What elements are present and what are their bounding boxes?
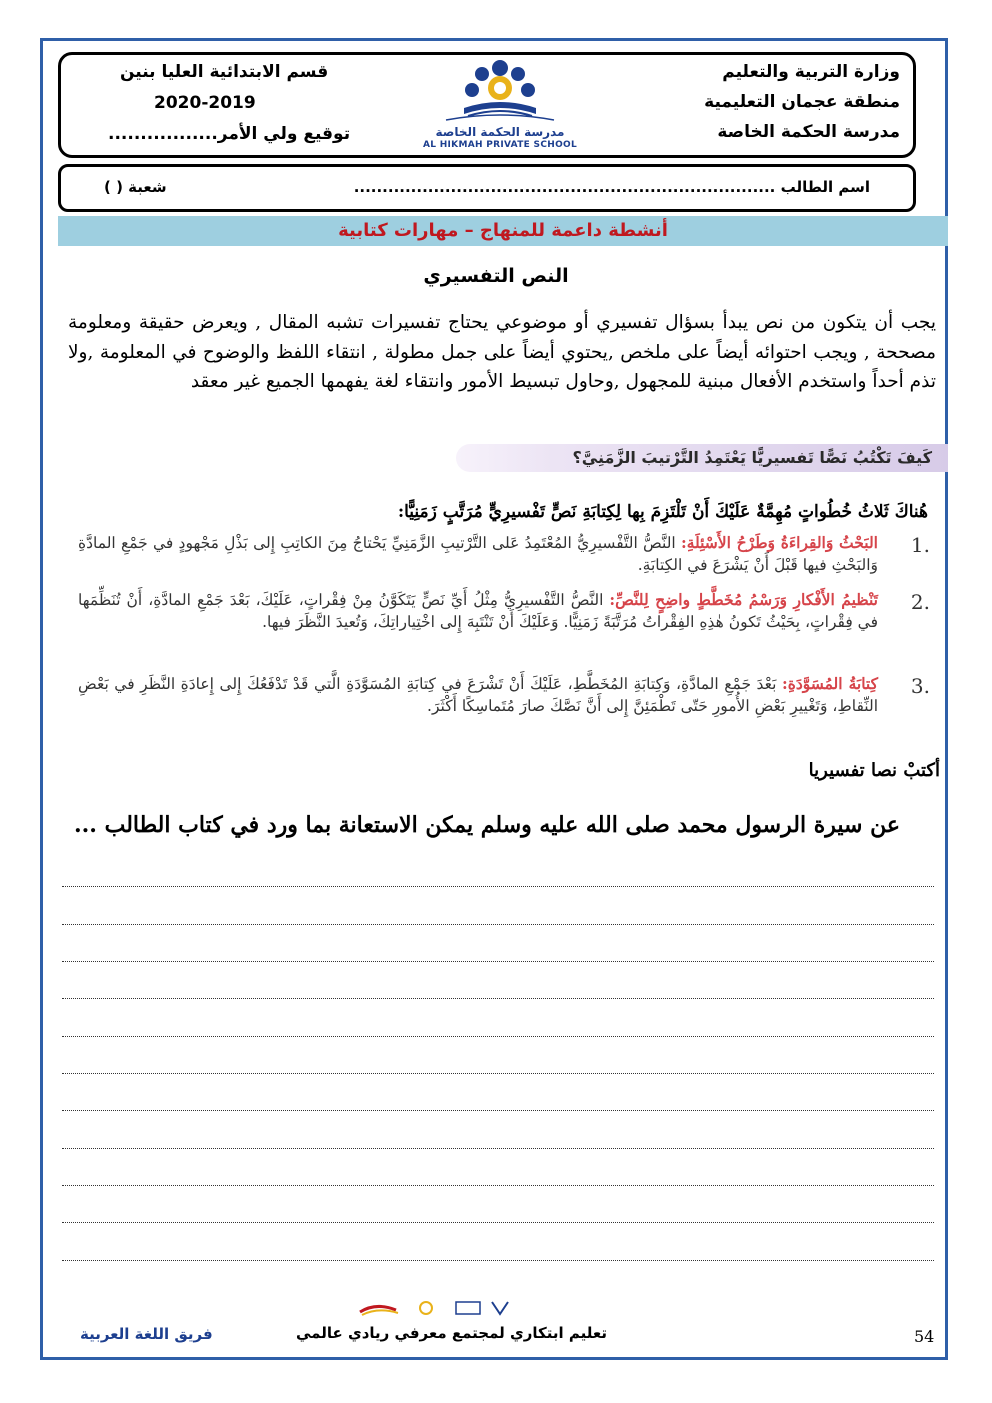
step-title: كِتابَةُ المُسَوَّدَةِ: bbox=[782, 674, 878, 693]
step-text: النَّصُّ التَّفْسيرِيُّ مِثْلُ أَيِّ نَصٍّ يَتَكَوَّنُ مِنْ فِقْراتٍ، عَلَيْكَ، بَعْدَ جَمْعِ المادَّةِ، أَنْ تُنَظِّمَها في فِقْراتٍ، بِحَيْثُ تَكونُ هٰذِهِ الفِقْراتُ مُرَتَّبَةً زَمَنِيًّا. وَعَلَيْكَ أَنْ تَنْتَبِهَ إِلى اخْتِياراتِكَ، وَتُعيدَ النَّظَرَ فيها. bbox=[78, 591, 878, 631]
logo-english-text: AL HIKMAH PRIVATE SCHOOL bbox=[422, 140, 578, 150]
task-topic: عن سيرة الرسول محمد صلى الله عليه وسلم يمكن الاستعانة بما ورد في كتاب الطالب ... bbox=[73, 812, 900, 838]
step-number: 2. bbox=[910, 590, 930, 614]
step-number: 1. bbox=[910, 533, 930, 557]
school-name: مدرسة الحكمة الخاصة bbox=[717, 122, 900, 142]
ministry-name: وزارة التربية والتعليم bbox=[722, 62, 900, 82]
partner-logos-icon bbox=[356, 1298, 526, 1318]
student-name-field[interactable]: اسم الطالب .......................................................................... bbox=[353, 178, 870, 196]
writing-line[interactable] bbox=[62, 961, 934, 962]
step-title: تَنْظيمُ الأَفْكارِ وَرَسْمُ مُخَطَّطٍ واضِحٍ لِلنَّصِّ: bbox=[609, 590, 878, 609]
writing-line[interactable] bbox=[62, 1110, 934, 1111]
logo-arabic-text: مدرسة الحكمة الخاصة bbox=[435, 125, 565, 139]
writing-line[interactable] bbox=[62, 1148, 934, 1149]
page-title: النص التفسيري bbox=[423, 265, 569, 287]
writing-line[interactable] bbox=[62, 1073, 934, 1074]
school-logo bbox=[416, 56, 584, 154]
step-2 bbox=[78, 589, 878, 633]
steps-intro: هُناكَ ثَلاثُ خُطُواتٍ مُهِمَّةٌ عَلَيْكَ أَنْ تَلْتَزِمَ بِها لِكِتابَةِ نَصٍّ تَفْسيرِيٍّ مُرَتَّبٍ زَمَنِيًّا: bbox=[397, 502, 928, 522]
page-number: 54 bbox=[914, 1327, 935, 1346]
writing-line[interactable] bbox=[62, 1222, 934, 1223]
writing-line[interactable] bbox=[62, 886, 934, 887]
writing-line[interactable] bbox=[62, 1260, 934, 1261]
logo-emblem-icon bbox=[416, 56, 584, 126]
zone-name: منطقة عجمان التعليمية bbox=[704, 92, 900, 112]
activities-banner: أنشطة داعمة للمنهاج – مهارات كتابية bbox=[58, 216, 948, 246]
step-1 bbox=[78, 532, 878, 576]
task-heading: أكتبْ نصا تفسيريا bbox=[808, 760, 940, 781]
section-field[interactable]: شعبة ( ) bbox=[104, 178, 167, 196]
parent-signature: توقيع ولي الأمر................. bbox=[108, 124, 351, 144]
footer-team: فريق اللغة العربية bbox=[80, 1325, 213, 1343]
writing-line[interactable] bbox=[62, 998, 934, 999]
step-text: النَّصُّ التَّفْسيرِيُّ المُعْتَمِدُ عَلى التَّرْتيبِ الزَّمَنِيِّ يَحْتاجُ مِنَ الكاتِبِ إِلى بَذْلِ مَجْهودٍ في جَمْعِ المادَّةِ وَالبَحْثِ فيها قَبْلَ أَنْ يَشْرَعَ في الكِتابَةِ. bbox=[78, 534, 878, 574]
writing-line[interactable] bbox=[62, 924, 934, 925]
step-3 bbox=[78, 673, 878, 717]
writing-line[interactable] bbox=[62, 1036, 934, 1037]
school-year: 2020-2019 bbox=[154, 93, 256, 113]
step-text: بَعْدَ جَمْعِ المادَّةِ، وَكِتابَةِ المُخَطَّطِ، عَلَيْكَ أَنْ تَشْرَعَ في كِتابَةِ المُسَوَّدَةِ الَّتي قَدْ تَدْفَعُكَ إِلى إِعادَةِ النَّظَرِ في بَعْضِ النِّقاطِ، وَتَغْييرِ بَعْضِ الأُمورِ حَتّى تَطْمَئِنَّ إِلى أَنَّ نَصَّكَ صارَ مُتَماسِكًا أَكْثَرَ. bbox=[78, 675, 878, 715]
step-number: 3. bbox=[910, 674, 930, 698]
footer-slogan: تعليم ابتكاري لمجتمع معرفي ريادي عالمي bbox=[296, 1324, 607, 1342]
intro-paragraph: يجب أن يتكون من نص يبدأ بسؤال تفسيري أو موضوعي يحتاج تفسيرات تشبه المقال , ويعرض حقيقة ومعلومة مصححة , ويجب احتوائه أيضاً على ملخص ,يحتوي أيضاً على جمل مطولة , انتقاء اللفظ والوضوح في المعلومة ,ولا تذم أحداً واستخدم الأفعال مبنية للمجهول ,وحاول تبسيط الأمور وانتقاء لغة يفهمها الجميع غير معقد bbox=[68, 312, 936, 392]
department-name: قسم الابتدائية العليا بنين bbox=[120, 62, 329, 82]
howto-heading: كَيفَ تَكْتُبُ نَصًّا تَفسيريًّا يَعْتَمِدُ التَّرْتيبَ الزَّمَنِيَّ؟ bbox=[456, 444, 948, 472]
footer-logos bbox=[356, 1298, 526, 1318]
writing-line[interactable] bbox=[62, 1185, 934, 1186]
step-title: البَحْثُ وَالقِراءَةُ وَطَرْحُ الأَسْئِلَةِ: bbox=[680, 533, 878, 552]
